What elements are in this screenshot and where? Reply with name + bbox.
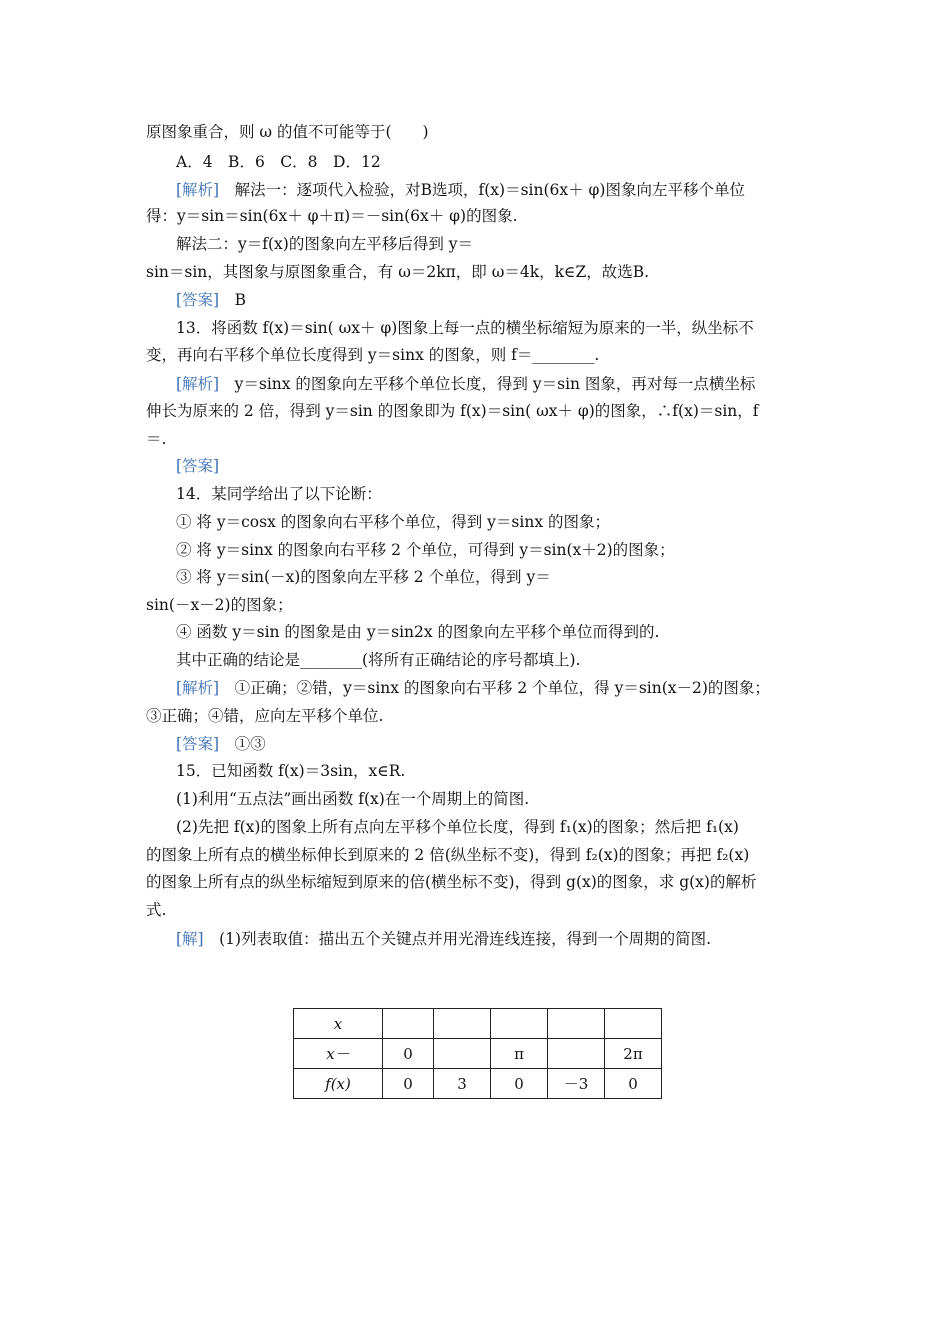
table-cell: 0 <box>605 1069 662 1099</box>
text-line <box>176 929 711 949</box>
section-tag: [解析] <box>176 679 220 697</box>
text-line <box>146 345 599 365</box>
line-text: 式. <box>146 901 167 919</box>
text-line <box>176 456 219 476</box>
text-line <box>176 761 405 781</box>
text-line <box>176 678 770 698</box>
text-line <box>176 567 551 587</box>
text-line <box>176 234 473 254</box>
section-tag: [解析] <box>176 181 220 199</box>
line-text: 13．将函数 f(x)＝sin( ωx＋ φ)图象上每一点的横坐标缩短为原来的一半，纵坐标不 <box>176 319 754 337</box>
text-line <box>176 290 246 310</box>
line-text: ①正确；②错，y＝sinx 的图象向右平移 2 个单位，得 y＝sin(x－2)的图象； <box>219 679 770 697</box>
line-text: y＝sinx 的图象向左平移个单位长度，得到 y＝sin 图象，再对每一点横坐标 <box>219 375 756 393</box>
table-cell: 0 <box>383 1069 434 1099</box>
line-text: 解法一：逐项代入检验，对B选项，f(x)＝sin(6x＋ φ)图象向左平移个单位 <box>219 181 745 199</box>
line-text: 其中正确的结论是________(将所有正确结论的序号都填上). <box>176 651 581 669</box>
text-line <box>176 789 529 809</box>
line-text: 原图象重合，则 ω 的值不可能等于( ) <box>146 123 429 141</box>
text-line <box>146 595 293 615</box>
table-cell <box>434 1039 491 1069</box>
text-line <box>176 374 755 394</box>
table-row <box>294 1009 662 1039</box>
text-line <box>146 845 749 865</box>
text-line <box>176 484 382 504</box>
text-line <box>176 318 754 338</box>
table-cell: －3 <box>548 1069 605 1099</box>
line-text: ④ 函数 y＝sin 的图象是由 y＝sin2x 的图象向左平移个单位而得到的. <box>176 623 660 641</box>
table-row <box>294 1069 662 1099</box>
section-tag: [答案] <box>176 291 220 309</box>
line-text: 伸长为原来的 2 倍，得到 y＝sin 的图象即为 f(x)＝sin( ωx＋ φ)的图象，∴f(x)＝sin，f <box>146 402 759 420</box>
line-text: A．4 B．6 C．8 D．12 <box>176 153 381 171</box>
table-cell: x <box>294 1009 383 1039</box>
table-row <box>294 1039 662 1069</box>
value-table <box>293 1008 662 1099</box>
text-line <box>176 622 659 642</box>
line-text: ③ 将 y＝sin(－x)的图象向左平移 2 个单位，得到 y＝ <box>176 568 551 586</box>
line-text: ③正确；④错，应向左平移个单位. <box>146 707 384 725</box>
line-text: sin(－x－2)的图象； <box>146 596 293 614</box>
text-line <box>176 650 581 670</box>
line-text: 的图象上所有点的横坐标伸长到原来的 2 倍(纵坐标不变)，得到 f₂(x)的图象；再把 f₂(x) <box>146 846 750 864</box>
line-text: (1)利用“五点法”画出函数 f(x)在一个周期上的简图. <box>176 790 530 808</box>
text-line <box>176 152 381 172</box>
table-cell: 3 <box>434 1069 491 1099</box>
line-text: 变，再向右平移个单位长度得到 y＝sinx 的图象，则 f＝________. <box>146 346 600 364</box>
line-text: (1)列表取值：描出五个关键点并用光滑连线连接，得到一个周期的简图. <box>203 930 711 948</box>
text-line <box>146 206 518 226</box>
text-line <box>176 180 745 200</box>
line-text: 的图象上所有点的纵坐标缩短到原来的倍(横坐标不变)，得到 g(x)的图象，求 g(x)的解析 <box>146 873 757 891</box>
section-tag: [答案] <box>176 735 220 753</box>
text-line <box>146 900 166 920</box>
line-text: ② 将 y＝sinx 的图象向右平移 2 个单位，可得到 y＝sin(x＋2)的图象； <box>176 541 675 559</box>
text-line <box>146 401 759 421</box>
text-line <box>146 262 649 282</box>
table-cell: f(x) <box>294 1069 383 1099</box>
table-cell <box>548 1009 605 1039</box>
text-line <box>176 540 675 560</box>
line-text: 得：y＝sin＝sin(6x＋ φ＋π)＝－sin(6x＋ φ)的图象. <box>146 207 518 225</box>
line-text: 15．已知函数 f(x)＝3sin，x∈R. <box>176 762 406 780</box>
text-line <box>176 734 266 754</box>
line-text: sin＝sin，其图象与原图象重合，有 ω＝2kπ，即 ω＝4k，k∈Z，故选B. <box>146 263 650 281</box>
text-line <box>146 872 756 892</box>
table-cell <box>434 1009 491 1039</box>
text-line <box>176 817 739 837</box>
table-cell: x－ <box>294 1039 383 1069</box>
table-cell <box>491 1009 548 1039</box>
section-tag: [解析] <box>176 375 220 393</box>
line-text: 解法二：y＝f(x)的图象向左平移后得到 y＝ <box>176 235 474 253</box>
table-cell <box>605 1009 662 1039</box>
table-cell <box>383 1009 434 1039</box>
table-cell: π <box>491 1039 548 1069</box>
line-text: ① 将 y＝cosx 的图象向右平移个单位，得到 y＝sinx 的图象； <box>176 513 610 531</box>
line-text: ＝. <box>146 430 167 448</box>
table-cell <box>548 1039 605 1069</box>
text-line <box>176 512 610 532</box>
text-line <box>146 122 429 142</box>
line-text: B <box>219 291 246 309</box>
text-line <box>146 429 166 449</box>
table-cell: 0 <box>491 1069 548 1099</box>
section-tag: [解] <box>176 930 204 948</box>
line-text: (2)先把 f(x)的图象上所有点向左平移个单位长度，得到 f₁(x)的图象；然后把 f₁(x) <box>176 818 739 836</box>
line-text: 14．某同学给出了以下论断： <box>176 485 382 503</box>
table-cell: 2π <box>605 1039 662 1069</box>
section-tag: [答案] <box>176 457 220 475</box>
line-text: ①③ <box>219 735 266 753</box>
text-line <box>146 706 383 726</box>
table-cell: 0 <box>383 1039 434 1069</box>
